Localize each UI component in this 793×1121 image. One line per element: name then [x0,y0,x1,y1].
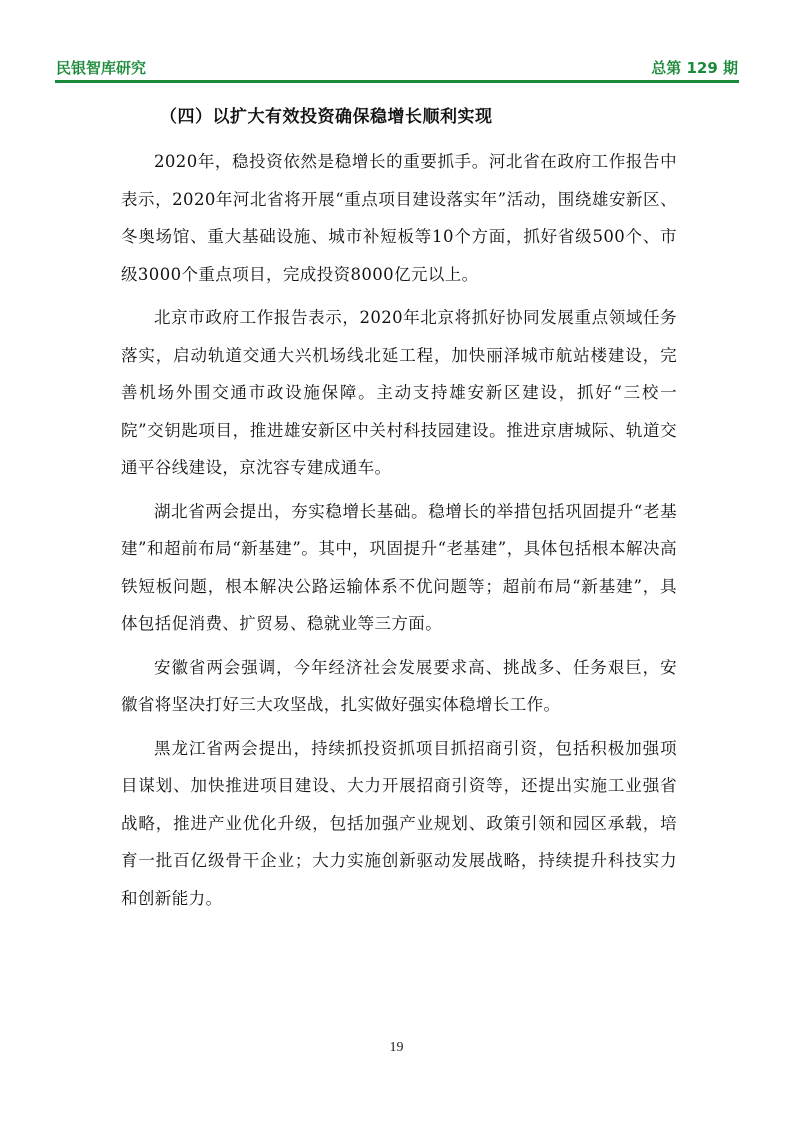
page-header [56,58,738,80]
paragraph-hubei: 湖北省两会提出，夯实稳增长基础。稳增长的举措包括巩固提升“老基建”和超前布局“新基建”。其中，巩固提升“老基建”，具体包括根本解决高铁短板问题，根本解决公路运输体系不优问题等；超前布局“新基建”，具体包括促消费、扩贸易、稳就业等三方面。 [121,501,677,633]
paragraph-beijing: 北京市政府工作报告表示，2020年北京将抓好协同发展重点领域任务落实，启动轨道交通大兴机场线北延工程，加快丽泽城市航站楼建设，完善机场外围交通市政设施保障。主动支持雄安新区建设，抓好“三校一院”交钥匙项目，推进雄安新区中关村科技园建设。推进京唐城际、轨道交通平谷线建设，京沈容专建成通车。 [121,308,677,477]
section-heading: （四）以扩大有效投资确保稳增长顺利实现 [160,107,493,127]
body-text [121,143,677,923]
paragraph-heilongjiang: 黑龙江省两会提出，持续抓投资抓项目抓招商引资，包括积极加强项目谋划、加快推进项目建设、大力开展招商引资等，还提出实施工业强省战略，推进产业优化升级，包括加强产业规划、政策引领和园区承载，培育一批百亿级骨干企业；大力实施创新驱动发展战略，持续提升科技实力和创新能力。 [121,738,677,908]
publication-title: 民银智库研究 [56,59,147,77]
issue-number: 总第 129 期 [651,59,738,77]
paragraph-anhui: 安徽省两会强调，今年经济社会发展要求高、挑战多、任务艰巨，安徽省将坚决打好三大攻坚战，扎实做好强实体稳增长工作。 [121,657,677,714]
paragraph-hebei: 2020年，稳投资依然是稳增长的重要抓手。河北省在政府工作报告中表示，2020年河北省将开展“重点项目建设落实年”活动，围绕雄安新区、冬奥场馆、重大基础设施、城市补短板等10个方面，抓好省级500个、市级3000个重点项目，完成投资8000亿元以上。 [121,152,677,284]
header-divider [55,80,739,83]
page-number: 19 [389,1040,404,1055]
